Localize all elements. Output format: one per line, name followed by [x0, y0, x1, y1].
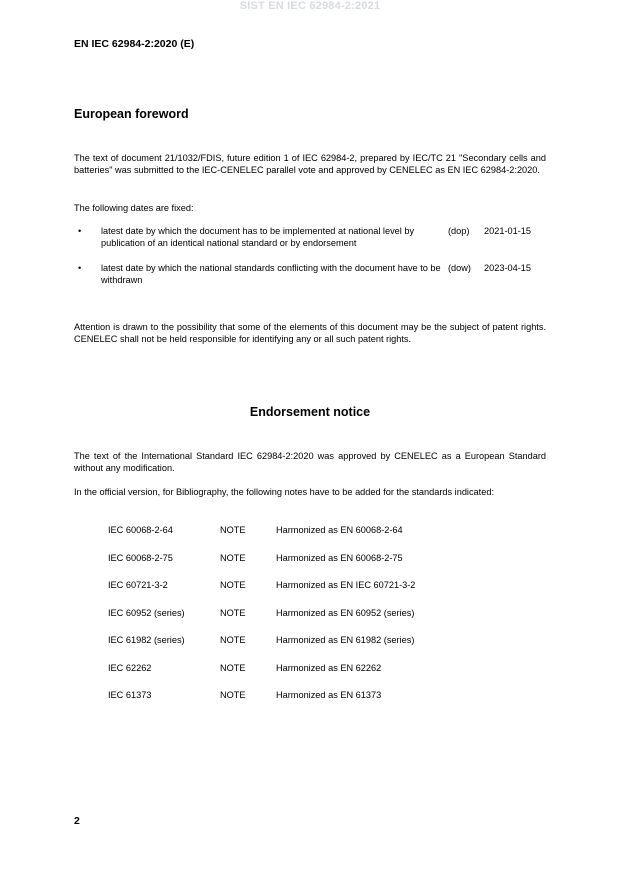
watermark: SIST EN IEC 62984-2:2021 — [239, 0, 381, 12]
note-label: NOTE — [220, 552, 246, 563]
note-label: NOTE — [220, 580, 246, 590]
date-item-text: latest date by which the document has to be implemented at national level by publication of an identical national standard or by endorsement — [101, 226, 415, 248]
endorsement-title: Endorsement notice — [249, 405, 371, 419]
note-row — [108, 525, 528, 553]
note-standard: IEC 60068-2-64 — [108, 525, 173, 535]
date-item-text: latest date by which the national standards conflicting with the document have to be withdrawn — [101, 263, 441, 285]
note-label: NOTE — [220, 635, 246, 645]
date-item-dow — [74, 263, 546, 289]
page-number: 2 — [74, 815, 80, 827]
note-row — [108, 580, 528, 608]
note-label: NOTE — [220, 690, 246, 700]
document-id: EN IEC 62984-2:2020 (E) — [74, 38, 195, 50]
date-item-dop — [74, 226, 546, 252]
note-row — [108, 635, 528, 663]
bullet-icon: • — [78, 263, 82, 273]
note-standard: IEC 61982 (series) — [108, 635, 185, 645]
note-standard: IEC 62262 — [108, 662, 152, 673]
note-text: Harmonized as EN 60068-2-64 — [276, 525, 403, 535]
note-label: NOTE — [220, 525, 246, 535]
bibliography-intro: In the official version, for Bibliography, the following notes have to be added for the standards indicated: — [74, 487, 494, 497]
note-row — [108, 690, 528, 718]
note-row — [108, 608, 528, 636]
note-text: Harmonized as EN IEC 60721-3-2 — [276, 580, 416, 590]
foreword-intro: The text of document 21/1032/FDIS, future edition 1 of IEC 62984-2, prepared by IEC/TC 21 "Secondary cells and batteries" was submitted to the IEC-CENELEC parallel vote and approved by CENELEC as EN IEC 62984-2:2020. — [74, 153, 546, 175]
note-standard: IEC 61373 — [108, 690, 152, 700]
date-item-date: 2023-04-15 — [484, 263, 531, 273]
note-text: Harmonized as EN 61982 (series) — [276, 635, 415, 645]
date-item-code: (dop) — [448, 226, 470, 236]
endorsement-text: The text of the International Standard IEC 62984-2:2020 was approved by CENELEC as a European Standard without any modification. — [74, 451, 546, 473]
note-text: Harmonized as EN 60952 (series) — [276, 607, 415, 618]
note-text: Harmonized as EN 61373 — [276, 690, 382, 700]
dates-intro: The following dates are fixed: — [74, 203, 194, 213]
note-standard: IEC 60952 (series) — [108, 607, 185, 618]
patent-attention: Attention is drawn to the possibility that some of the elements of this document may be the subject of patent rights. CENELEC shall not be held responsible for identifying any or all such patent rights. — [74, 322, 546, 344]
note-label: NOTE — [220, 662, 246, 673]
date-item-date: 2021-01-15 — [484, 226, 531, 236]
note-standard: IEC 60068-2-75 — [108, 552, 173, 563]
foreword-title: European foreword — [74, 107, 189, 121]
bullet-icon: • — [78, 226, 82, 236]
note-row — [108, 663, 528, 691]
bibliography-notes — [108, 525, 528, 718]
note-label: NOTE — [220, 607, 246, 618]
date-item-code: (dow) — [448, 263, 471, 273]
note-row — [108, 553, 528, 581]
note-text: Harmonized as EN 62262 — [276, 662, 382, 673]
note-text: Harmonized as EN 60068-2-75 — [276, 552, 403, 563]
note-standard: IEC 60721-3-2 — [108, 580, 168, 590]
